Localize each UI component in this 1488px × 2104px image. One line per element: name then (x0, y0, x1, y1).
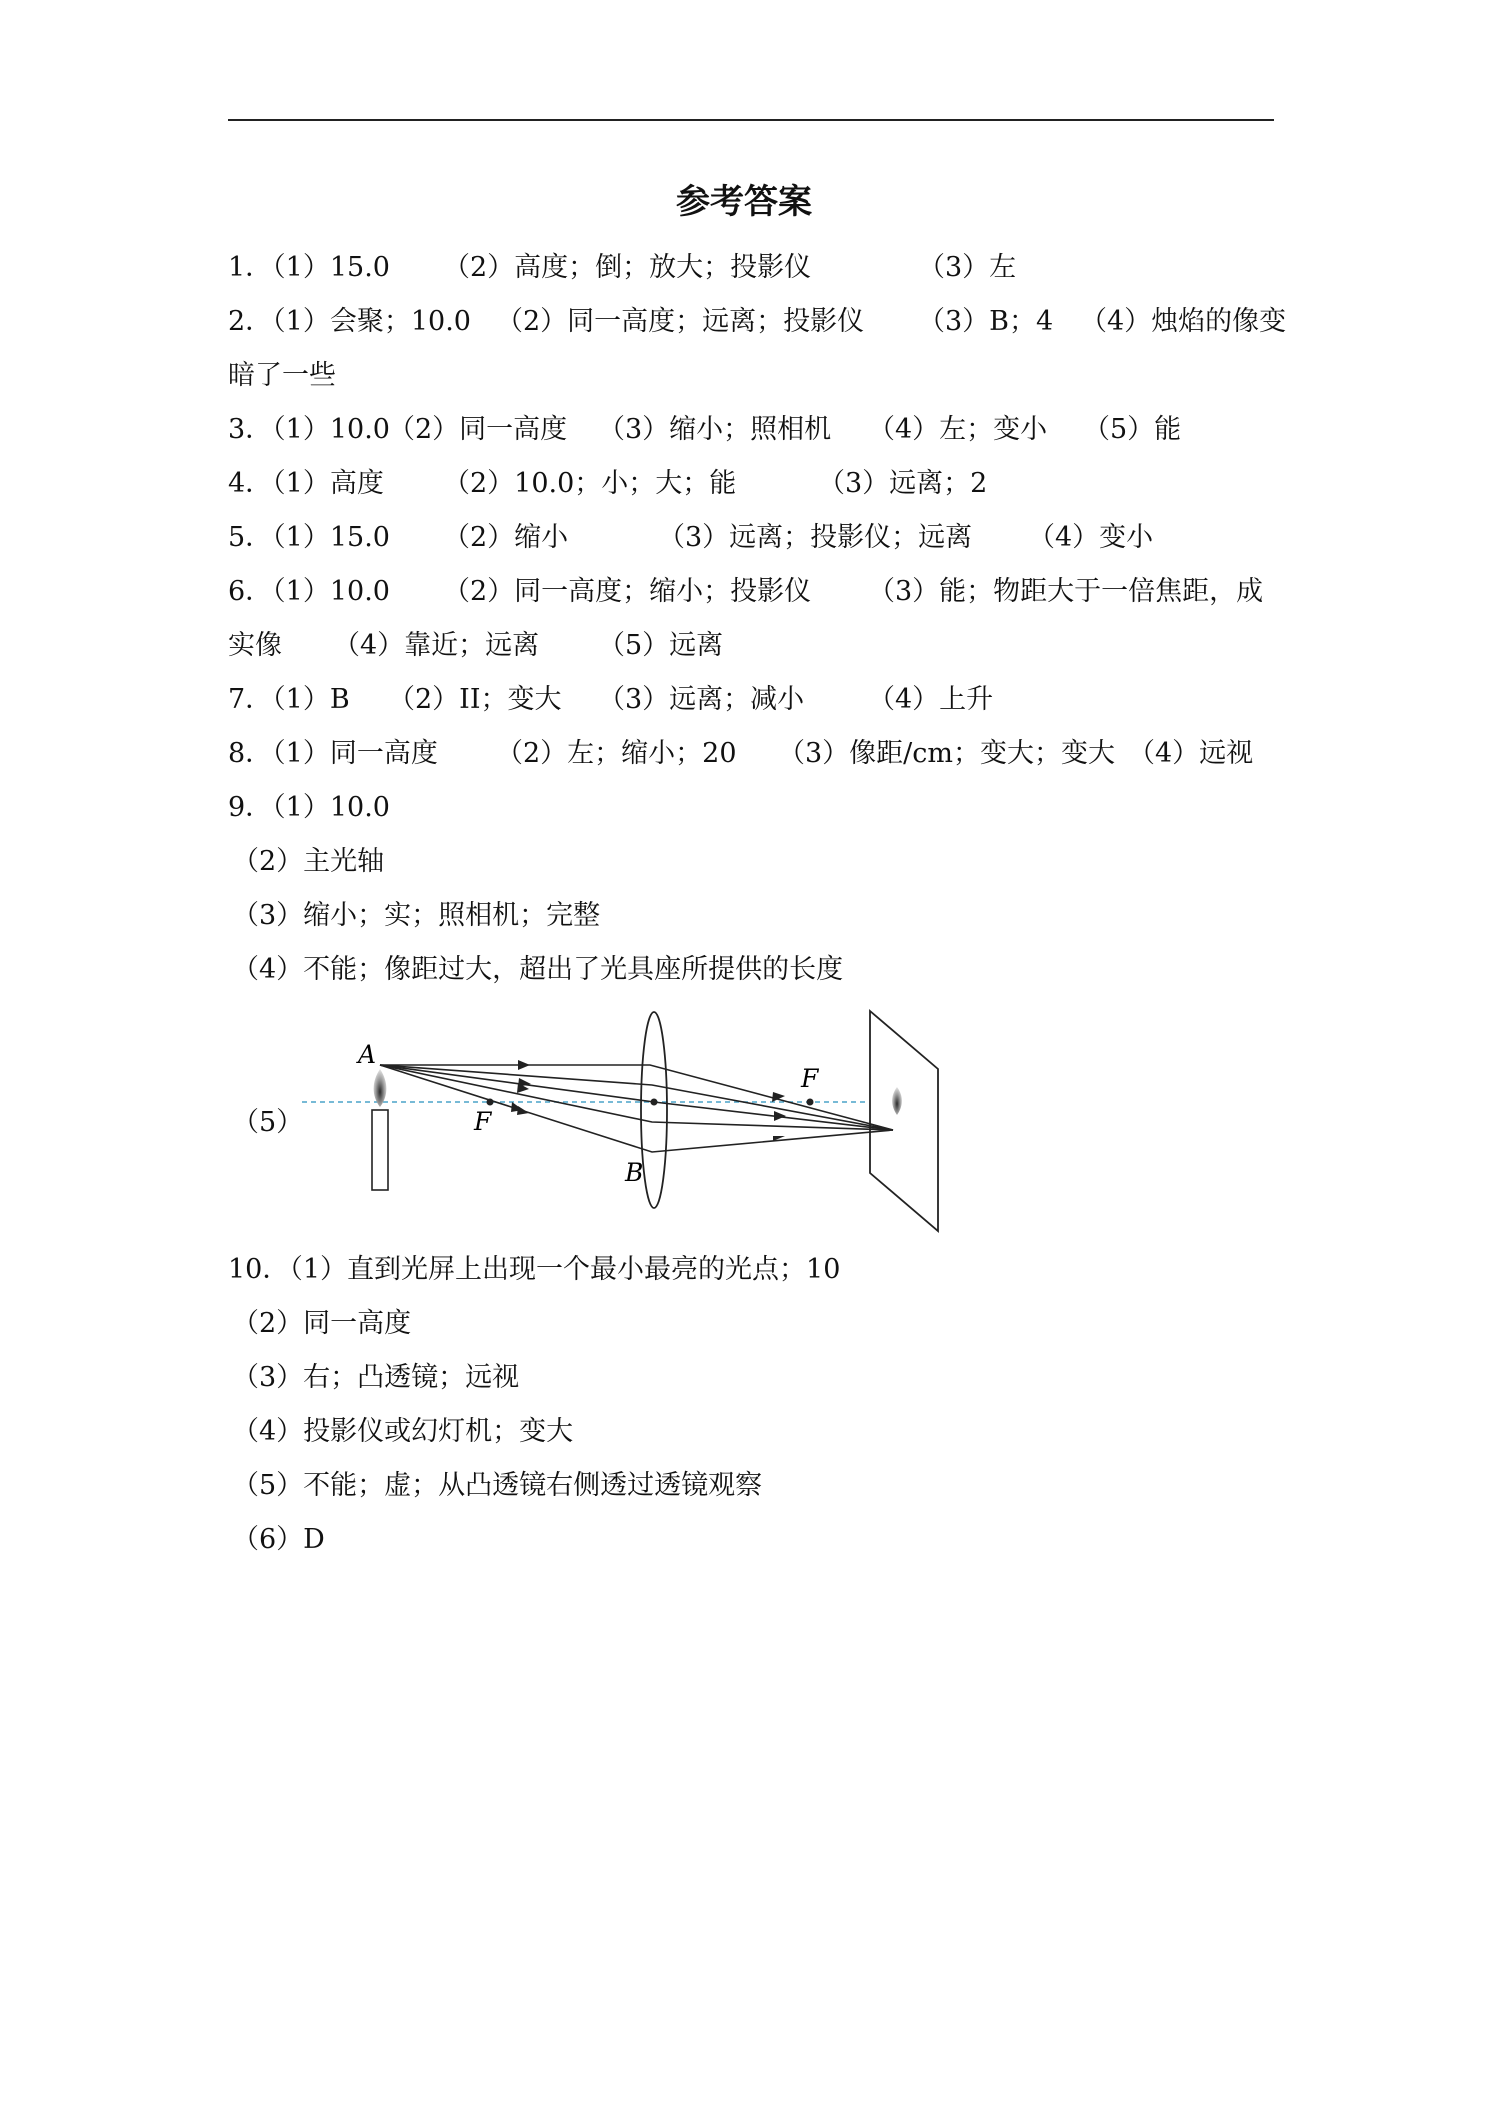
answer-9-part-4: （4）不能；像距过大，超出了光具座所提供的长度 (232, 954, 844, 985)
answer-6-cont-3: （5）远离 (598, 630, 724, 661)
answer-10: 10．（1）直到光屏上出现一个最小最亮的光点；10 (228, 1254, 841, 1285)
answer-8-part-1: 8．（1）同一高度 (228, 738, 438, 769)
page-title: 参考答案 (676, 182, 812, 222)
light-screen-icon (870, 1011, 938, 1231)
answer-2-part-3: （3）B；4 (918, 306, 1054, 337)
answer-3-part-2: （2）同一高度 (388, 414, 568, 445)
answer-1-part-2: （2）高度；倒；放大；投影仪 (443, 252, 812, 283)
answer-10-part-2: （2）同一高度 (232, 1308, 412, 1339)
answer-5-part-1: 5．（1）15.0 (228, 522, 390, 553)
answer-6-part-1: 6．（1）10.0 (228, 576, 390, 607)
header-rule (228, 119, 1274, 121)
answer-7-part-2: （2）II；变大 (388, 684, 562, 715)
answer-2-continued: 暗了一些 (228, 360, 336, 391)
answer-10-part-4: （4）投影仪或幻灯机；变大 (232, 1416, 574, 1447)
label-f-left: F (474, 1107, 492, 1136)
answer-9-part-3: （3）缩小；实；照相机；完整 (232, 900, 601, 931)
convex-lens-icon (641, 1012, 667, 1208)
answer-2-part-2: （2）同一高度；远离；投影仪 (496, 306, 865, 337)
answer-10-part-3: （3）右；凸透镜；远视 (232, 1362, 520, 1393)
answer-1-part-3: （3）左 (918, 252, 1017, 283)
lens-ray-diagram (228, 1005, 968, 1245)
answer-10-part-5: （5）不能；虚；从凸透镜右侧透过透镜观察 (232, 1470, 763, 1501)
answer-7-part-3: （3）远离；减小 (598, 684, 805, 715)
answer-6-cont-1: 实像 (228, 630, 282, 661)
answer-7-part-1: 7．（1）B (228, 684, 350, 715)
image-flame-icon (892, 1087, 902, 1115)
answer-5-part-4: （4）变小 (1028, 522, 1154, 553)
answer-9: 9．（1）10.0 (228, 792, 390, 823)
answer-10-part-6: （6）D (232, 1524, 325, 1555)
answer-7-part-4: （4）上升 (868, 684, 994, 715)
answer-4-part-2: （2）10.0；小；大；能 (443, 468, 737, 499)
answer-5-part-3: （3）远离；投影仪；远离 (658, 522, 973, 553)
answer-3-part-4: （4）左；变小 (868, 414, 1048, 445)
label-b: B (625, 1158, 644, 1187)
answer-6-part-3: （3）能；物距大于一倍焦距，成 (868, 576, 1264, 607)
answer-9-part-2: （2）主光轴 (232, 846, 385, 877)
answer-8-part-2: （2）左；缩小；20 (496, 738, 737, 769)
label-a: A (358, 1040, 377, 1069)
answer-8-part-4: （4）远视 (1128, 738, 1254, 769)
answer-8-part-3: （3）像距/cm；变大；变大 (778, 738, 1115, 769)
answer-1-part-1: 1．（1）15.0 (228, 252, 390, 283)
answer-3-part-5: （5）能 (1083, 414, 1182, 445)
answer-2-part-4: （4）烛焰的像变 (1080, 306, 1287, 337)
focal-point-right (807, 1099, 814, 1106)
answer-4-part-3: （3）远离；2 (818, 468, 988, 499)
answer-6-cont-2: （4）靠近；远离 (333, 630, 540, 661)
candle-icon (372, 1110, 388, 1190)
focal-point-left (487, 1099, 494, 1106)
answer-3-part-3: （3）缩小；照相机 (598, 414, 832, 445)
lens-center (651, 1099, 658, 1106)
label-f-right: F (801, 1064, 819, 1093)
answer-3-part-1: 3．（1）10.0 (228, 414, 390, 445)
answer-4-part-1: 4．（1）高度 (228, 468, 384, 499)
answer-9-part-5-label: （5） (232, 1107, 304, 1138)
answer-2-part-1: 2．（1）会聚；10.0 (228, 306, 471, 337)
answer-5-part-2: （2）缩小 (443, 522, 569, 553)
answer-6-part-2: （2）同一高度；缩小；投影仪 (443, 576, 812, 607)
